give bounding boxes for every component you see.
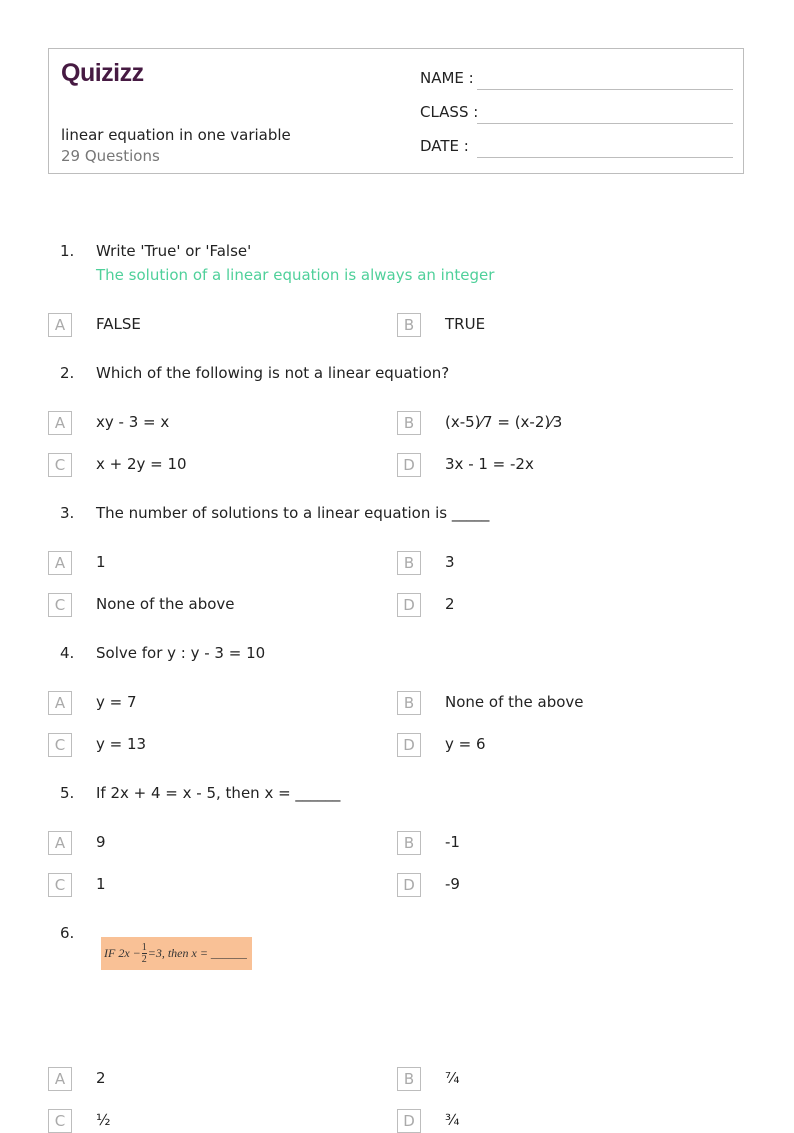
question-number: 5. <box>60 784 75 802</box>
worksheet-header <box>48 48 744 174</box>
option-text: None of the above <box>445 693 584 711</box>
option-letter-c[interactable]: C <box>48 453 72 477</box>
option-letter-a[interactable]: A <box>48 831 72 855</box>
question-number: 6. <box>60 924 75 942</box>
option-text: 2 <box>445 595 455 613</box>
option-text: 1 <box>96 553 106 571</box>
option-letter-a[interactable]: A <box>48 411 72 435</box>
class-label: CLASS : <box>420 103 479 121</box>
option-text: 3 <box>445 553 455 571</box>
option-letter-b[interactable]: B <box>397 551 421 575</box>
option-text: FALSE <box>96 315 141 333</box>
question-subtext: The solution of a linear equation is always an integer <box>96 266 495 284</box>
question-text: If 2x + 4 = x - 5, then x = ______ <box>96 784 341 802</box>
option-text: 1 <box>96 875 106 893</box>
numerator: 1 <box>141 942 147 953</box>
class-line[interactable] <box>477 123 733 124</box>
date-line[interactable] <box>477 157 733 158</box>
worksheet-title: linear equation in one variable <box>61 126 291 144</box>
option-text: TRUE <box>445 315 486 333</box>
option-letter-b[interactable]: B <box>397 691 421 715</box>
question-number: 3. <box>60 504 75 522</box>
question-count: 29 Questions <box>61 147 160 165</box>
option-letter-d[interactable]: D <box>397 453 421 477</box>
option-letter-d[interactable]: D <box>397 1109 421 1133</box>
quizizz-logo: Quizizz <box>61 59 144 87</box>
option-letter-c[interactable]: C <box>48 1109 72 1133</box>
option-letter-a[interactable]: A <box>48 691 72 715</box>
option-letter-c[interactable]: C <box>48 873 72 897</box>
name-label: NAME : <box>420 69 474 87</box>
option-text: -9 <box>445 875 460 893</box>
option-letter-b[interactable]: B <box>397 1067 421 1091</box>
option-letter-a[interactable]: A <box>48 1067 72 1091</box>
fraction <box>142 942 147 965</box>
image-text: =3, then x = ______ <box>147 946 247 960</box>
name-line[interactable] <box>477 89 733 90</box>
option-letter-b[interactable]: B <box>397 411 421 435</box>
option-letter-b[interactable]: B <box>397 313 421 337</box>
option-letter-c[interactable]: C <box>48 593 72 617</box>
option-text: x + 2y = 10 <box>96 455 187 473</box>
option-letter-a[interactable]: A <box>48 313 72 337</box>
option-text: ⁷⁄₄ <box>445 1069 460 1087</box>
option-text: y = 13 <box>96 735 147 753</box>
option-text: 3x - 1 = -2x <box>445 455 534 473</box>
option-text: 2 <box>96 1069 106 1087</box>
question-number: 1. <box>60 242 75 260</box>
option-text: y = 6 <box>445 735 486 753</box>
option-letter-d[interactable]: D <box>397 873 421 897</box>
question-number: 2. <box>60 364 75 382</box>
option-letter-c[interactable]: C <box>48 733 72 757</box>
question-text: The number of solutions to a linear equation is _____ <box>96 504 490 522</box>
option-letter-d[interactable]: D <box>397 733 421 757</box>
option-letter-d[interactable]: D <box>397 593 421 617</box>
question-image <box>101 937 252 970</box>
option-text: 9 <box>96 833 106 851</box>
question-text: Write 'True' or 'False' <box>96 242 252 260</box>
question-text: Solve for y : y - 3 = 10 <box>96 644 266 662</box>
option-text: ½ <box>96 1111 111 1129</box>
option-text: (x-5)⁄7 = (x-2)⁄3 <box>445 413 563 431</box>
option-text: None of the above <box>96 595 235 613</box>
option-text: xy - 3 = x <box>96 413 170 431</box>
option-letter-b[interactable]: B <box>397 831 421 855</box>
denominator: 2 <box>141 954 147 965</box>
option-text: ¾ <box>445 1111 460 1129</box>
question-number: 4. <box>60 644 75 662</box>
option-text: -1 <box>445 833 460 851</box>
option-letter-a[interactable]: A <box>48 551 72 575</box>
image-text: IF 2x − <box>104 946 141 960</box>
date-label: DATE : <box>420 137 469 155</box>
question-text: Which of the following is not a linear equation? <box>96 364 450 382</box>
option-text: y = 7 <box>96 693 137 711</box>
